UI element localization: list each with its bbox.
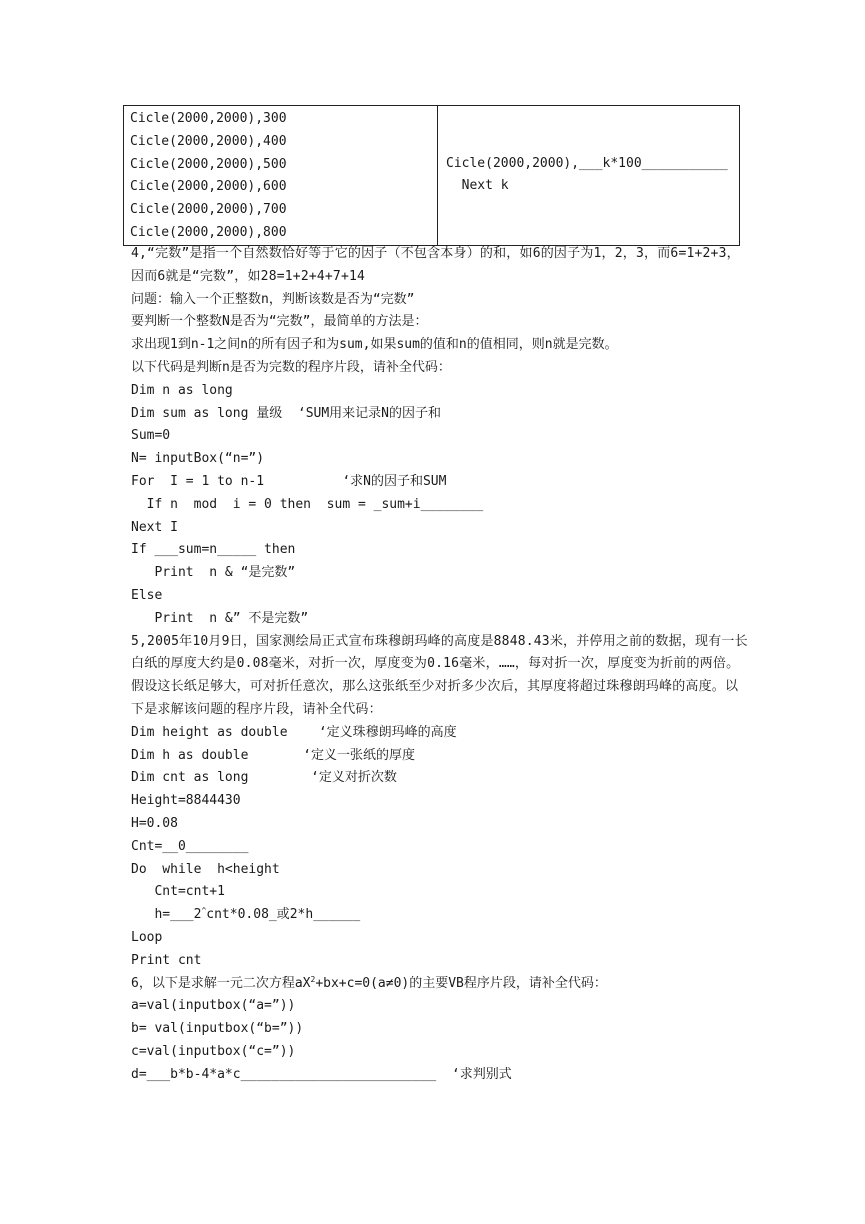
code-line: Cnt=cnt+1 (131, 884, 225, 900)
code-line: Dim height as double ‘定义珠穆朗玛峰的高度 (131, 724, 457, 740)
table-line: Cicle(2000,2000),500 (130, 156, 287, 172)
table-left-cell (124, 106, 438, 246)
code-line: Print n &” 不是完数” (131, 610, 309, 626)
q6-intro-suffix: +bx+c=0(a≠0)的主要VB程序片段，请补全代码： (315, 975, 607, 991)
q4-method: 要判断一个整数N是否为“完数”，最简单的方法是： (131, 314, 428, 330)
code-line: If n mod i = 0 then sum = _sum+i________ (131, 496, 484, 512)
code-line: a=val(inputbox(“a=”)) (131, 998, 296, 1014)
code-line: Print cnt (131, 952, 202, 968)
table-line: Cicle(2000,2000),700 (130, 202, 287, 218)
code-line: b= val(inputbox(“b=”)) (131, 1021, 304, 1037)
q4-question: 问题：输入一个正整数n，判断该数是否为“完数” (131, 291, 415, 307)
q4-method-detail: 求出现1到n-1之间n的所有因子和为sum,如果sum的值和n的值相同，则n就是完数。 (131, 337, 618, 353)
q6-intro-sup: 2 (310, 974, 316, 984)
code-line: Do while h<height (131, 861, 280, 877)
q4-intro: 4,“完数”是指一个自然数恰好等于它的因子（不包含本身）的和，如6的因子为1，2，3，而6=1+2+3，因而6就是“完数”，如28=1+2+4+7+14 (131, 246, 740, 284)
code-line: Dim cnt as long ‘定义对折次数 (131, 770, 397, 786)
code-line: Print n & “是完数” (131, 565, 296, 581)
q5-intro: 5,2005年10月9日，国家测绘局正式宣布珠穆朗玛峰的高度是8848.43米，并停用之前的数据，现有一长白纸的厚度大约是0.08毫米，对折一次，厚度变为0.16毫米，……，每对折一次，厚度变为折前的两倍。 (131, 633, 748, 672)
q5-task: 假设这长纸足够大，可对折任意次，那么这张纸至少对折多少次后，其厚度将超过珠穆朗玛峰的高度。以下是求解该问题的程序片段，请补全代码： (131, 679, 739, 717)
code-line: Cnt=__0________ (131, 838, 249, 854)
q4-task: 以下代码是判断n是否为完数的程序片段，请补全代码： (131, 359, 451, 375)
table-line: Cicle(2000,2000),300 (130, 111, 287, 126)
code-line: Sum=0 (131, 428, 171, 444)
code-line: Next I (131, 519, 178, 535)
h-line-prefix: h=___2 (131, 907, 202, 923)
q6-intro-prefix: 6，以下是求解一元二次方程aX (131, 975, 311, 991)
code-line: Dim sum as long 量级 ‘SUM用来记录N的因子和 (131, 405, 442, 421)
code-line: d=___b*b-4*a*c_________________________ ‘求判别式 (131, 1066, 512, 1082)
table-right-cell (438, 106, 740, 246)
code-line: Height=8844430 (131, 793, 241, 809)
code-table (123, 105, 740, 246)
table-line: Cicle(2000,2000),___k*100___________ (446, 155, 728, 171)
code-line: Loop (131, 929, 163, 945)
code-line: Else (131, 587, 163, 603)
code-line-h (131, 904, 751, 927)
q6-intro (131, 973, 751, 996)
table-line: Next k (446, 178, 509, 194)
code-line: For I = 1 to n-1 ‘求N的因子和SUM (131, 473, 447, 489)
document-body (131, 243, 751, 1086)
code-line: If ___sum=n_____ then (131, 542, 296, 558)
h-line-suffix: cnt*0.08_或2*h______ (206, 907, 361, 923)
code-line: c=val(inputbox(“c=”)) (131, 1043, 296, 1059)
table-line: Cicle(2000,2000),800 (130, 224, 287, 240)
code-line: Dim n as long (131, 382, 233, 398)
table-line: Cicle(2000,2000),400 (130, 133, 287, 149)
code-line: H=0.08 (131, 815, 178, 831)
h-line-sup: ^ (201, 906, 207, 916)
table-line: Cicle(2000,2000),600 (130, 179, 287, 195)
code-line: Dim h as double ‘定义一张纸的厚度 (131, 747, 416, 763)
code-line: N= inputBox(“n=”) (131, 451, 265, 467)
